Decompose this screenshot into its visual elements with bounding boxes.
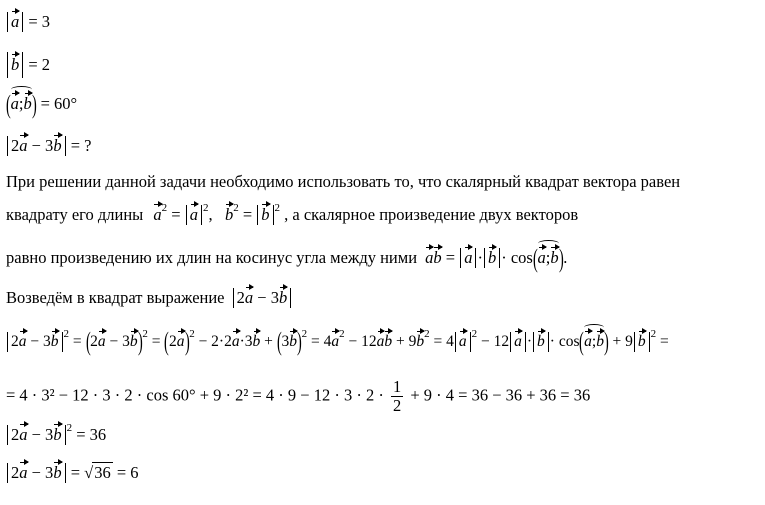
final-result: 2a − 3b = √36 = 6 <box>6 462 139 483</box>
expansion-line-1: 2a − 3b $^2 = (2a - 3b)^2 = (2a)^2 - 2\cdot 2a\cdot 3b + (3b)^2 = 4a^2 - 12ab + 9b^2 = 4$ a $^2$ − 12 a · b · cos(a;b) + 9 b $^2$ = <box>6 332 669 352</box>
given-b-value: = 2 <box>28 55 51 74</box>
squared-result-value: = 36 <box>76 425 107 444</box>
explanation-line-2-end: , а скалярное произведение двух векторов <box>284 205 579 224</box>
explanation-line-2-start: квадрату его длины <box>6 205 144 224</box>
given-angle-value: = 60° <box>40 94 78 113</box>
given-b-length: b = 2 <box>6 52 50 78</box>
question-value: = ? <box>70 136 92 155</box>
explanation-line-1: При решении данной задачи необходимо использовать то, что скалярный квадрат вектора равен <box>6 172 681 191</box>
given-angle: (a;b) = 60° <box>5 90 78 119</box>
calc-line-2-start: = 4 · 3² − 12 · 3 · 2 · cos 60° + 9 · 2² = 4 · 9 − 12 · 3 · 2 · <box>6 385 384 405</box>
sqrt-argument: 36 <box>94 463 111 482</box>
explanation-line-2: квадрату его длины $a^2 = a$ $^2$, $b^2 = b$ $^2$ , а скалярное произведение двух векторов <box>6 202 579 224</box>
question: 2a − 3b = ? <box>6 136 91 156</box>
expansion-line-2 <box>6 378 590 415</box>
given-a-value: = 3 <box>28 12 51 31</box>
calc-line-2-end: + 9 · 4 = 36 − 36 + 36 = 36 <box>410 385 591 405</box>
explanation-line-4: Возведём в квадрат выражение 2a − 3b <box>6 288 292 308</box>
explanation-line-3: равно произведению их длин на косинус угла между ними ab = a · b · cos(a;b). <box>6 244 568 273</box>
squared-result: 2a − 3b $^2$ = 36 <box>6 425 106 445</box>
final-result-value: = 6 <box>116 463 139 482</box>
fraction-one-half: $\frac{1}{2}$ <box>392 377 402 415</box>
given-a-length: a = 3 <box>6 12 50 32</box>
explanation-line-4-text: Возведём в квадрат выражение <box>6 288 225 307</box>
explanation-line-3-text: равно произведению их длин на косинус угла между ними <box>6 248 418 267</box>
